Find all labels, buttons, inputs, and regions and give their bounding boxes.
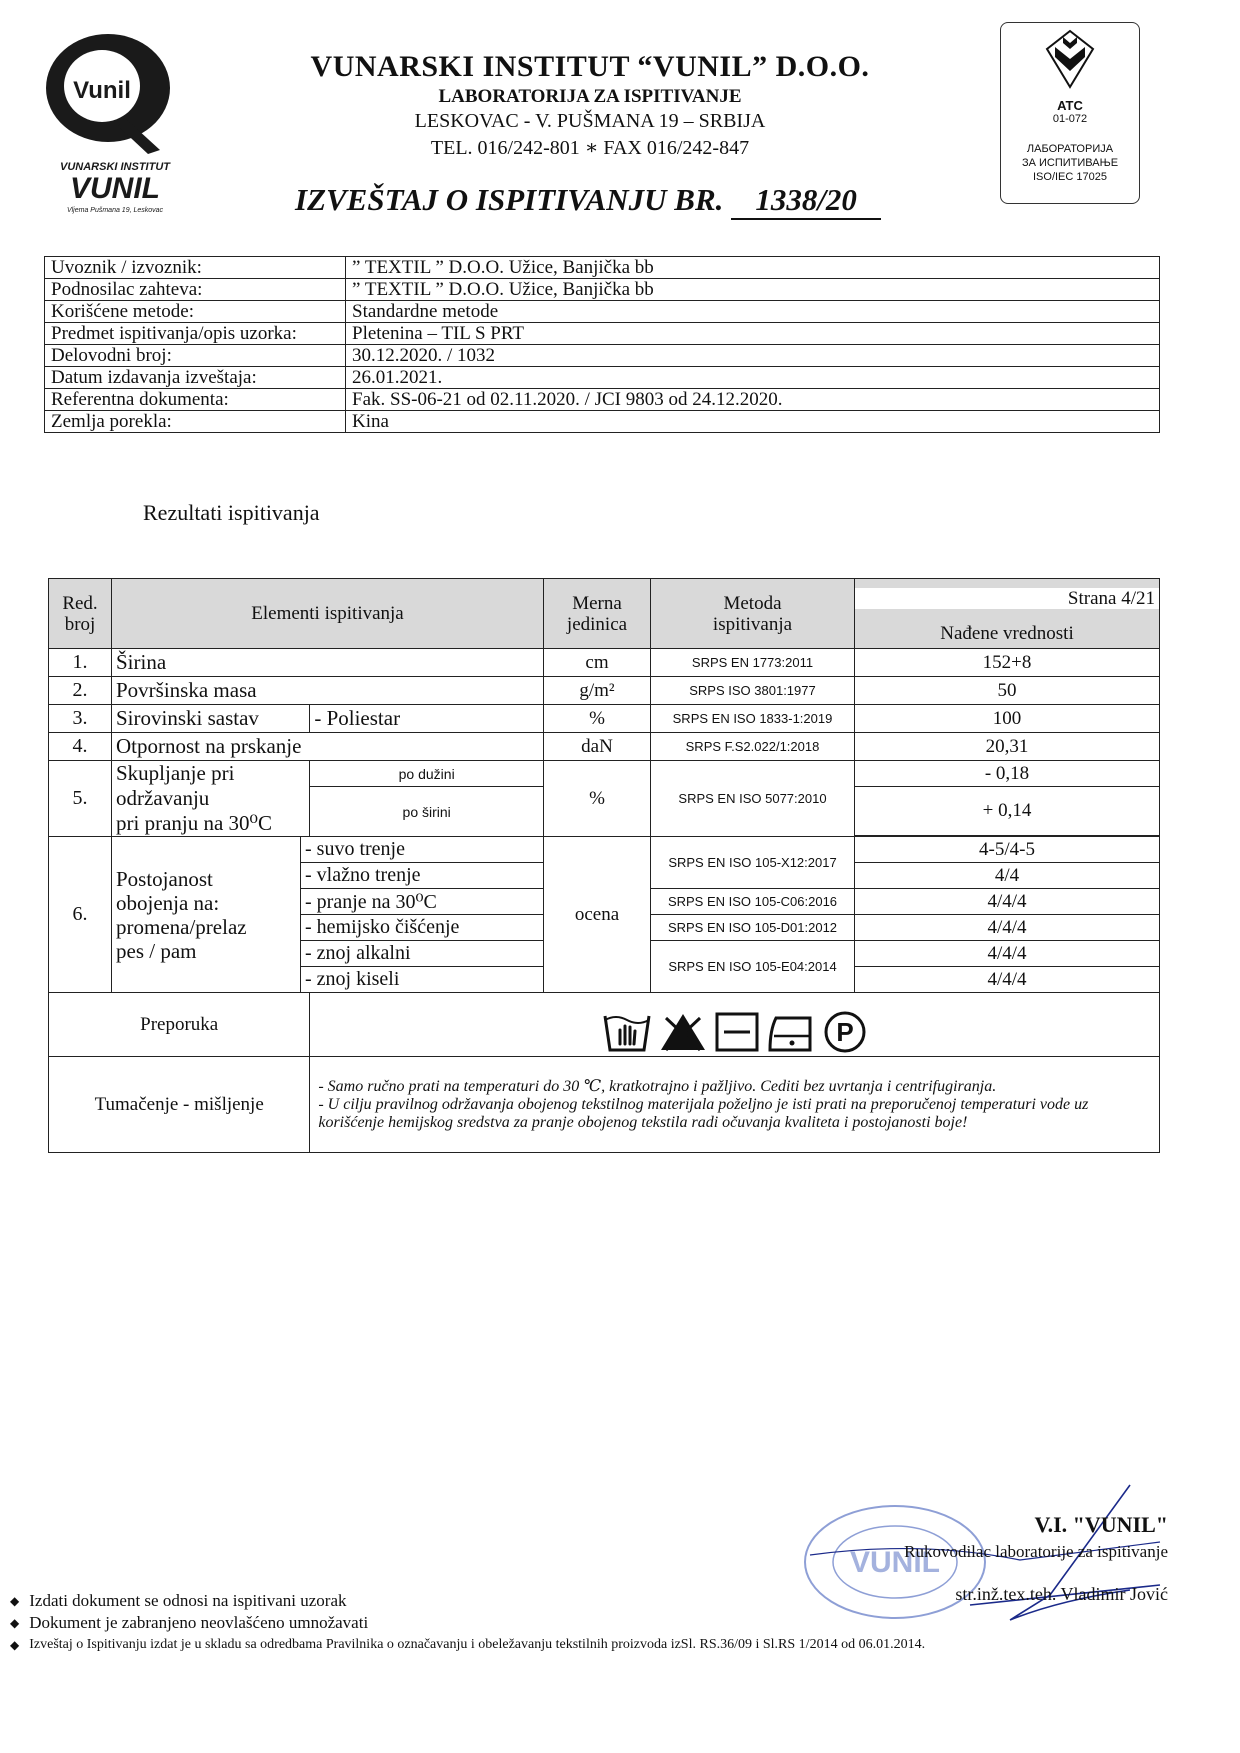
report-title: IZVEŠTAJ O ISPITIVANJU BR. 1338/20	[295, 182, 881, 220]
results-title: Rezultati ispitivanja	[143, 500, 320, 525]
header-values: Strana 4/21 Nađene vrednosti	[855, 579, 1160, 649]
info-row: Referentna dokumenta: Fak. SS-06-21 od 02.11.2020. / JCI 9803 od 24.12.2020.	[45, 389, 1160, 411]
info-row: Korišćene metode: Standardne metode	[45, 301, 1160, 323]
header-no: Red. broj	[49, 579, 112, 649]
info-row: Zemlja porekla: Kina	[45, 411, 1160, 433]
footer-note: ◆ Izveštaj o Ispitivanju izdat je u skladu sa odredbama Pravilnika o označavanju i obeležavanju tekstilnih proizvoda izSl. RS.36/09 i Sl.RS 1/2014 od 06.01.2014.	[10, 1637, 926, 1652]
address: LESKOVAC - V. PUŠMANA 19 – SRBIJA	[414, 110, 766, 132]
header-unit: Merna jedinica	[544, 579, 651, 649]
table-row: po širini + 0,14	[49, 787, 1160, 836]
table-row: - hemijsko čišćenje SRPS EN ISO 105-D01:2012 4/4/4	[49, 915, 1160, 941]
table-row: - vlažno trenje 4/4	[49, 863, 1160, 889]
svg-text:P: P	[836, 1017, 854, 1047]
phone-fax: TEL. 016/242-801 ∗ FAX 016/242-847	[430, 137, 750, 159]
results-header-row	[49, 579, 1160, 649]
recommendation-row: Preporuka P	[49, 993, 1160, 1057]
footer-notes	[10, 1590, 1210, 1656]
signature-role: Rukovodilac laboratorije za ispitivanje	[904, 1542, 1168, 1561]
results-table	[48, 578, 1160, 1153]
signature-name: str.inž.tex.teh. Vladimir Jović	[955, 1584, 1168, 1604]
report-info-table	[44, 256, 1160, 433]
lab-name: LABORATORIJA ZA ISPITIVANJE	[438, 86, 742, 107]
accreditation-badge	[1000, 22, 1140, 204]
table-row: 4. Otpornost na prskanje daN SRPS F.S2.022/1:2018 20,31	[49, 733, 1160, 761]
table-row: - znoj kiseli 4/4/4	[49, 967, 1160, 993]
info-row: Podnosilac zahteva: ” TEXTIL ” D.O.O. Užice, Banjička bb	[45, 279, 1160, 301]
institute-name: VUNARSKI INSTITUT “VUNIL” D.O.O.	[310, 50, 870, 83]
svg-text:VUNARSKI INSTITUT: VUNARSKI INSTITUT	[60, 161, 170, 173]
page-number: Strana 4/21	[855, 588, 1159, 609]
care-symbols	[310, 993, 1160, 1057]
signature-org: V.I. "VUNIL"	[1034, 1512, 1168, 1537]
atc-code: 01-072	[1052, 113, 1088, 125]
table-row: 5. Skupljanje pri održavanju pri pranju na 30⁰C po dužini % SRPS EN ISO 5077:2010 - 0,18	[49, 761, 1160, 787]
opinion-row: Tumačenje - mišljenje - Samo ručno prati na temperaturi do 30 ℃, kratkotrajno i pažljivo. Cediti bez uvrtanja i centrifugiranja. - U cilju pravilnog održavanja obojenog tekstilnog materijala poželjno je isti prati na preporučenoj temperaturi vode uz korišćenje hemijskog sredstva za pranje obojenog tekstila radi očuvanja kvaliteta i postojanosti boje!	[49, 1057, 1160, 1153]
info-row: Datum izdavanja izveštaja: 26.01.2021.	[45, 367, 1160, 389]
footer-note: ◆ Izdati dokument se odnosi na ispitivani uzorak	[10, 1591, 347, 1610]
atc-emblem-icon	[1045, 29, 1095, 89]
institute-header	[290, 50, 890, 160]
table-row: - znoj alkalni SRPS EN ISO 105-E04:2014 4/4/4	[49, 941, 1160, 967]
header-method: Metoda ispitivanja	[651, 579, 855, 649]
table-row: 1. Širina cm SRPS EN 1773:2011 152+8	[49, 649, 1160, 677]
diamond-bullet-icon: ◆	[10, 1593, 20, 1608]
report-number: 1338/20	[731, 182, 881, 220]
diamond-bullet-icon: ◆	[10, 1637, 20, 1652]
svg-text:VUNIL: VUNIL	[70, 172, 160, 205]
flat-dry-icon	[714, 1010, 760, 1054]
table-row: 2. Površinska masa g/m² SRPS ISO 3801:1977 50	[49, 677, 1160, 705]
table-row: - pranje na 30⁰C SRPS EN ISO 105-C06:2016 4/4/4	[49, 889, 1160, 915]
header-elements: Elementi ispitivanja	[112, 579, 544, 649]
svg-text:VUNIL: VUNIL	[850, 1546, 940, 1579]
hand-wash-icon	[602, 1010, 652, 1054]
diamond-bullet-icon: ◆	[10, 1615, 20, 1630]
table-row: 3. Sirovinski sastav - Poliestar % SRPS EN ISO 1833-1:2019 100	[49, 705, 1160, 733]
info-row: Predmet ispitivanja/opis uzorka: Pletenina – TIL S PRT	[45, 323, 1160, 345]
atc-lab-text: ЛАБОРАТОРИЈА ЗА ИСПИТИВАЊЕ ISO/IEC 17025	[1021, 143, 1119, 183]
table-row: 6. Postojanost obojenja na: promena/prelaz pes / pam - suvo trenje ocena SRPS EN ISO 105-X12:2017 4-5/4-5	[49, 837, 1160, 863]
vunil-logo	[40, 30, 190, 215]
svg-text:Vljema Pušmana 19, Leskovac: Vljema Pušmana 19, Leskovac	[66, 207, 164, 214]
atc-label: ATC	[1057, 98, 1083, 113]
opinion-text: - Samo ručno prati na temperaturi do 30 ℃, kratkotrajno i pažljivo. Cediti bez uvrtanja i centrifugiranja. - U cilju pravilnog održavanja obojenog tekstilnog materijala poželjno je isti prati na preporučenoj temperaturi vode uz korišćenje hemijskog sredstva za pranje obojenog tekstila radi očuvanja kvaliteta i postojanosti boje!	[310, 1057, 1160, 1153]
svg-text:Vunil: Vunil	[73, 77, 131, 104]
info-row: Delovodni broj: 30.12.2020. / 1032	[45, 345, 1160, 367]
dry-clean-p-icon	[822, 1010, 868, 1054]
info-row: Uvoznik / izvoznik: ” TEXTIL ” D.O.O. Užice, Banjička bb	[45, 257, 1160, 279]
iron-low-icon	[766, 1010, 816, 1054]
no-bleach-icon	[658, 1010, 708, 1054]
footer-note: ◆ Dokument je zabranjeno neovlašćeno umnožavati	[10, 1613, 369, 1632]
